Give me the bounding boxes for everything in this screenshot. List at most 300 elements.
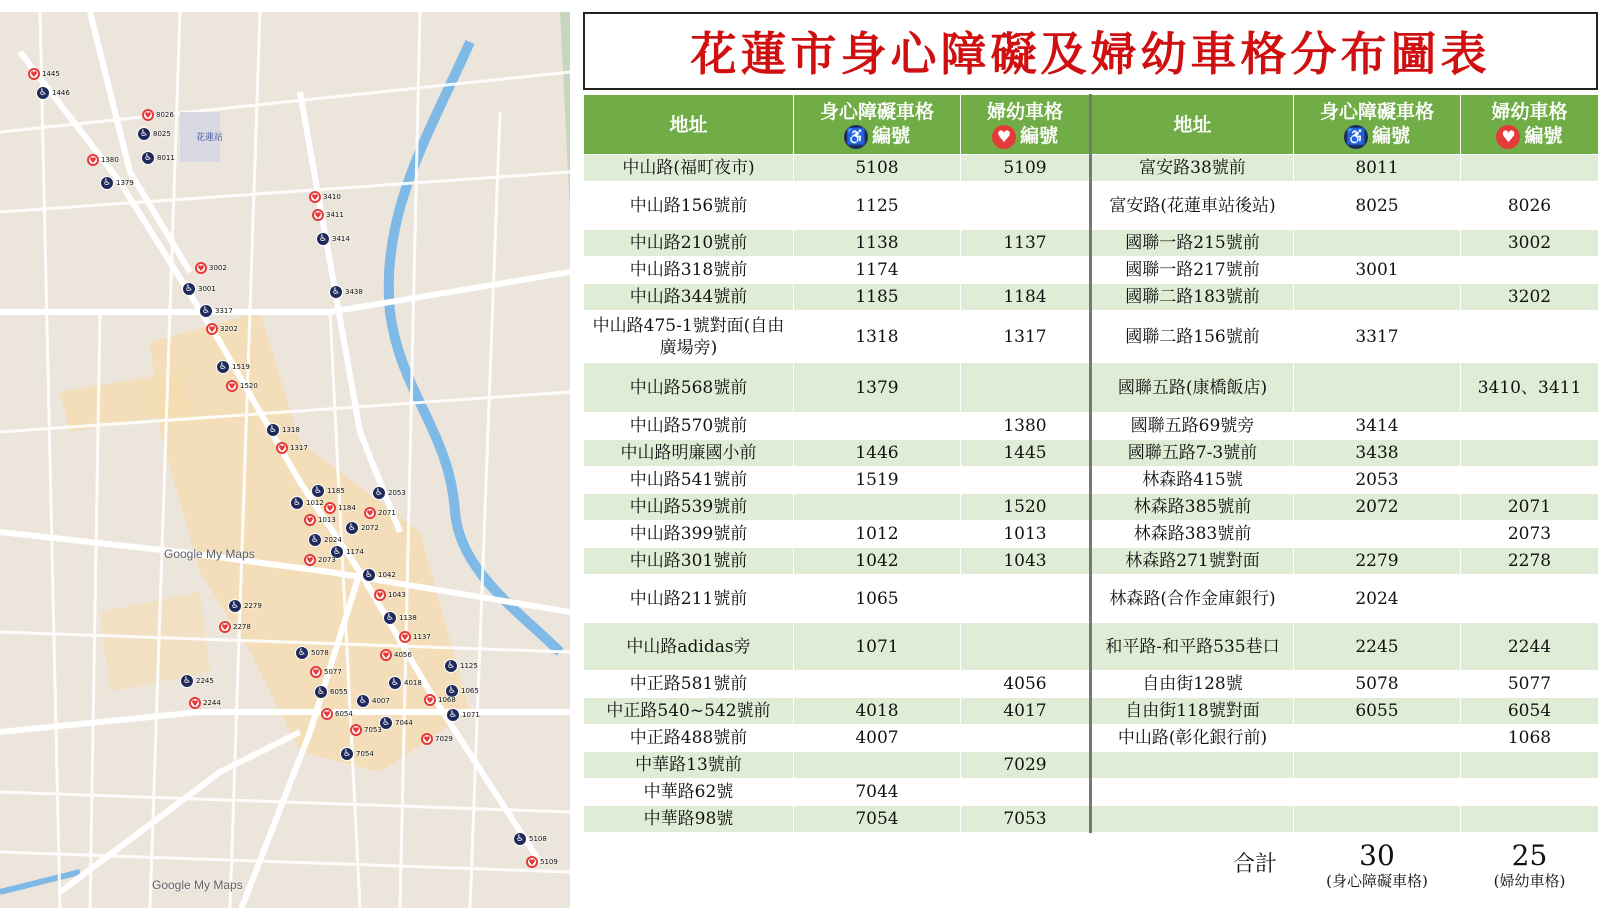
cell-disabled-left <box>794 752 961 779</box>
cell-disabled-right: 8011 <box>1294 155 1461 182</box>
map-marker[interactable] <box>310 666 342 678</box>
heart-marker-icon: ♥ <box>189 697 201 709</box>
wheelchair-marker-icon: ♿ <box>340 747 354 761</box>
cell-disabled-right: 5078 <box>1294 671 1461 698</box>
cell-disabled-right <box>1294 363 1461 413</box>
table-row <box>584 521 1599 548</box>
cell-maternal-right: 3410、3411 <box>1461 363 1599 413</box>
cell-maternal-left <box>961 363 1091 413</box>
header-address-right: 地址 <box>1091 95 1294 155</box>
map-marker[interactable] <box>312 209 344 221</box>
cell-maternal-left: 1445 <box>961 440 1091 467</box>
station-label: 花蓮站 <box>196 133 224 143</box>
heart-marker-icon: ♥ <box>399 631 411 643</box>
header-disabled-right <box>1294 95 1461 155</box>
map-marker[interactable] <box>295 646 329 660</box>
map-marker[interactable] <box>28 68 60 80</box>
cell-disabled-left: 1071 <box>794 623 961 671</box>
table-row <box>584 671 1599 698</box>
cell-maternal-right <box>1461 779 1599 806</box>
map-marker[interactable] <box>383 611 417 625</box>
map-marker[interactable] <box>374 589 406 601</box>
marker-label: 2053 <box>388 489 406 497</box>
wheelchair-marker-icon: ♿ <box>362 568 376 582</box>
map-marker[interactable] <box>364 507 396 519</box>
wheelchair-marker-icon: ♿ <box>329 285 343 299</box>
marker-label: 3317 <box>215 307 233 315</box>
cell-maternal-left: 1043 <box>961 548 1091 575</box>
marker-label: 6054 <box>335 710 353 718</box>
cell-disabled-right: 2072 <box>1294 494 1461 521</box>
cell-maternal-right: 2244 <box>1461 623 1599 671</box>
heart-marker-icon: ♥ <box>526 856 538 868</box>
cell-disabled-right: 2245 <box>1294 623 1461 671</box>
cell-maternal-right: 2278 <box>1461 548 1599 575</box>
wheelchair-marker-icon: ♿ <box>199 304 213 318</box>
total-maternal-caption: (婦幼車格) <box>1493 871 1566 890</box>
cell-maternal-right <box>1461 575 1599 623</box>
heart-marker-icon: ♥ <box>304 514 316 526</box>
cell-maternal-left: 1137 <box>961 230 1091 257</box>
heart-marker-icon: ♥ <box>28 68 40 80</box>
cell-disabled-right: 6055 <box>1294 698 1461 725</box>
heart-marker-icon: ♥ <box>312 209 324 221</box>
marker-label: 1013 <box>318 516 336 524</box>
cell-disabled-left: 1185 <box>794 284 961 311</box>
cell-disabled-left <box>794 671 961 698</box>
map-marker[interactable] <box>216 360 250 374</box>
page-title: 花蓮市身心障礙及婦幼車格分布圖表 <box>690 27 1491 81</box>
cell-disabled-right <box>1294 284 1461 311</box>
map-marker[interactable] <box>314 685 348 699</box>
marker-label: 8026 <box>156 111 174 119</box>
total-maternal-cell <box>1461 833 1599 897</box>
cell-maternal-right <box>1461 155 1599 182</box>
marker-label: 1446 <box>52 89 70 97</box>
cell-maternal-left: 1520 <box>961 494 1091 521</box>
marker-label: 1068 <box>438 696 456 704</box>
cell-address-left: 中山路301號前 <box>584 548 794 575</box>
map-marker[interactable] <box>350 724 382 736</box>
marker-label: 1071 <box>462 711 480 719</box>
map-marker[interactable] <box>206 323 238 335</box>
heart-marker-icon: ♥ <box>276 442 288 454</box>
marker-label: 4018 <box>404 679 422 687</box>
cell-address-right: 自由街128號 <box>1091 671 1294 698</box>
cell-address-right <box>1091 806 1294 833</box>
heart-marker-icon: ♥ <box>421 733 433 745</box>
table-row <box>584 575 1599 623</box>
table-row <box>584 752 1599 779</box>
cell-maternal-right: 3202 <box>1461 284 1599 311</box>
map-marker[interactable] <box>380 649 412 661</box>
cell-address-left: 中山路210號前 <box>584 230 794 257</box>
marker-label: 1520 <box>240 382 258 390</box>
marker-label: 7053 <box>364 726 382 734</box>
map-marker[interactable] <box>345 521 379 535</box>
cell-address-right: 國聯二路156號前 <box>1091 311 1294 363</box>
table-row <box>584 779 1599 806</box>
cell-maternal-right: 2071 <box>1461 494 1599 521</box>
cell-address-left: 中正路488號前 <box>584 725 794 752</box>
heart-marker-icon: ♥ <box>195 262 207 274</box>
table-row <box>584 413 1599 440</box>
map-marker[interactable] <box>100 176 134 190</box>
marker-label: 2072 <box>361 524 379 532</box>
table-body <box>584 155 1599 833</box>
marker-label: 7044 <box>395 719 413 727</box>
cell-address-left: 中正路581號前 <box>584 671 794 698</box>
map-marker[interactable] <box>421 733 453 745</box>
map-marker[interactable] <box>195 262 227 274</box>
cell-maternal-left <box>961 575 1091 623</box>
cell-address-right: 和平路-和平路535巷口 <box>1091 623 1294 671</box>
cell-disabled-left: 1174 <box>794 257 961 284</box>
table-row <box>584 623 1599 671</box>
wheelchair-marker-icon: ♿ <box>266 423 280 437</box>
marker-label: 2279 <box>244 602 262 610</box>
cell-maternal-right <box>1461 257 1599 284</box>
wheelchair-marker-icon: ♿ <box>388 676 402 690</box>
wheelchair-marker-icon: ♿ <box>180 674 194 688</box>
map-marker[interactable] <box>137 127 171 141</box>
total-row <box>584 833 1599 897</box>
map-marker[interactable] <box>362 568 396 582</box>
cell-disabled-left: 1318 <box>794 311 961 363</box>
cell-disabled-right: 3414 <box>1294 413 1461 440</box>
cell-address-right: 國聯一路217號前 <box>1091 257 1294 284</box>
marker-label: 1318 <box>282 426 300 434</box>
wheelchair-marker-icon: ♿ <box>513 832 527 846</box>
cell-address-left: 中山路明廉國小前 <box>584 440 794 467</box>
map-marker[interactable] <box>372 486 406 500</box>
parking-table <box>583 94 1598 912</box>
header-disabled-title: 身心障礙車格 <box>1319 101 1434 123</box>
heart-marker-icon: ♥ <box>364 507 376 519</box>
table-row <box>584 806 1599 833</box>
cell-address-right: 富安路38號前 <box>1091 155 1294 182</box>
cell-maternal-right <box>1461 752 1599 779</box>
table-row <box>584 440 1599 467</box>
cell-address-left: 中山路318號前 <box>584 257 794 284</box>
marker-label: 1317 <box>290 444 308 452</box>
table-row <box>584 311 1599 363</box>
marker-label: 1380 <box>101 156 119 164</box>
marker-label: 1445 <box>42 70 60 78</box>
map-watermark: Google My Maps <box>164 547 255 561</box>
total-label: 合計 <box>584 833 1294 897</box>
wheelchair-marker-icon: ♿ <box>372 486 386 500</box>
cell-address-left: 中山路570號前 <box>584 413 794 440</box>
map-marker[interactable] <box>316 232 350 246</box>
cell-maternal-right: 1068 <box>1461 725 1599 752</box>
wheelchair-marker-icon: ♿ <box>379 716 393 730</box>
header-number: 編號 <box>1019 125 1058 147</box>
map-marker[interactable] <box>388 676 422 690</box>
map-marker[interactable] <box>324 502 356 514</box>
marker-label: 2245 <box>196 677 214 685</box>
cell-disabled-left <box>794 494 961 521</box>
heart-marker-icon: ♥ <box>380 649 392 661</box>
cell-maternal-left <box>961 182 1091 230</box>
cell-maternal-left <box>961 467 1091 494</box>
heart-icon: ♥ <box>1496 125 1520 149</box>
heart-marker-icon: ♥ <box>424 694 436 706</box>
cell-maternal-left: 4056 <box>961 671 1091 698</box>
wheelchair-marker-icon: ♿ <box>182 282 196 296</box>
header-maternal-right <box>1461 95 1599 155</box>
marker-label: 2244 <box>203 699 221 707</box>
heart-marker-icon: ♥ <box>350 724 362 736</box>
cell-maternal-right <box>1461 440 1599 467</box>
wheelchair-marker-icon: ♿ <box>308 533 322 547</box>
title-box <box>583 12 1598 90</box>
header-address-left: 地址 <box>584 95 794 155</box>
heart-marker-icon: ♥ <box>219 621 231 633</box>
cell-disabled-right: 2279 <box>1294 548 1461 575</box>
table-row <box>584 284 1599 311</box>
table-header-row <box>584 95 1599 155</box>
header-number: 編號 <box>1524 125 1563 147</box>
marker-label: 2278 <box>233 623 251 631</box>
heart-marker-icon: ♥ <box>206 323 218 335</box>
marker-label: 1125 <box>460 662 478 670</box>
wheelchair-icon: ♿ <box>1344 125 1368 149</box>
wheelchair-marker-icon: ♿ <box>383 611 397 625</box>
header-number: 編號 <box>871 125 910 147</box>
wheelchair-marker-icon: ♿ <box>36 86 50 100</box>
total-disabled-count: 30 <box>1359 838 1395 872</box>
wheelchair-icon: ♿ <box>844 125 868 149</box>
cell-disabled-left: 1446 <box>794 440 961 467</box>
marker-label: 8011 <box>157 154 175 162</box>
marker-label: 6055 <box>330 688 348 696</box>
cell-address-left: 中山路399號前 <box>584 521 794 548</box>
marker-label: 1379 <box>116 179 134 187</box>
wheelchair-marker-icon: ♿ <box>290 496 304 510</box>
map-marker[interactable] <box>356 694 390 708</box>
cell-address-left: 中山路211號前 <box>584 575 794 623</box>
heart-marker-icon: ♥ <box>304 554 316 566</box>
marker-label: 4056 <box>394 651 412 659</box>
cell-address-left: 中華路98號 <box>584 806 794 833</box>
cell-disabled-left: 1379 <box>794 363 961 413</box>
map-marker[interactable] <box>321 708 353 720</box>
table-row <box>584 257 1599 284</box>
map-marker[interactable] <box>182 282 216 296</box>
map-marker[interactable] <box>141 151 175 165</box>
marker-label: 4007 <box>372 697 390 705</box>
table-row <box>584 698 1599 725</box>
marker-label: 3438 <box>345 288 363 296</box>
cell-disabled-left <box>794 413 961 440</box>
marker-label: 7054 <box>356 750 374 758</box>
cell-maternal-left: 1013 <box>961 521 1091 548</box>
cell-disabled-left: 7044 <box>794 779 961 806</box>
heart-marker-icon: ♥ <box>87 154 99 166</box>
cell-disabled-right: 2024 <box>1294 575 1461 623</box>
map-marker[interactable] <box>424 694 456 706</box>
table-row <box>584 363 1599 413</box>
cell-maternal-left: 1184 <box>961 284 1091 311</box>
heart-marker-icon: ♥ <box>310 666 322 678</box>
map-marker[interactable] <box>304 554 336 566</box>
marker-label: 3414 <box>332 235 350 243</box>
map-marker[interactable] <box>304 514 336 526</box>
marker-label: 2073 <box>318 556 336 564</box>
cell-address-right: 國聯五路(康橋飯店) <box>1091 363 1294 413</box>
marker-label: 1174 <box>346 548 364 556</box>
cell-maternal-left <box>961 623 1091 671</box>
marker-label: 3002 <box>209 264 227 272</box>
heart-marker-icon: ♥ <box>374 589 386 601</box>
cell-address-left: 中山路(福町夜市) <box>584 155 794 182</box>
cell-address-left: 中山路541號前 <box>584 467 794 494</box>
map-marker[interactable] <box>228 599 262 613</box>
heart-marker-icon: ♥ <box>226 380 238 392</box>
wheelchair-marker-icon: ♿ <box>100 176 114 190</box>
marker-label: 1012 <box>306 499 324 507</box>
map-marker[interactable] <box>446 708 480 722</box>
cell-address-right: 自由街118號對面 <box>1091 698 1294 725</box>
cell-maternal-right: 2073 <box>1461 521 1599 548</box>
cell-disabled-left: 1125 <box>794 182 961 230</box>
marker-label: 1519 <box>232 363 250 371</box>
header-number: 編號 <box>1371 125 1410 147</box>
map-marker[interactable] <box>444 659 478 673</box>
marker-label: 5078 <box>311 649 329 657</box>
map-marker[interactable] <box>526 856 558 868</box>
cell-address-right: 國聯五路69號旁 <box>1091 413 1294 440</box>
wheelchair-marker-icon: ♿ <box>228 599 242 613</box>
map-marker[interactable] <box>219 621 251 633</box>
cell-disabled-right <box>1294 521 1461 548</box>
map-marker[interactable] <box>189 697 221 709</box>
wheelchair-marker-icon: ♿ <box>216 360 230 374</box>
cell-disabled-left: 4018 <box>794 698 961 725</box>
marker-label: 3411 <box>326 211 344 219</box>
marker-label: 3410 <box>323 193 341 201</box>
cell-maternal-left: 5109 <box>961 155 1091 182</box>
cell-maternal-right <box>1461 806 1599 833</box>
map-marker[interactable] <box>399 631 431 643</box>
marker-label: 2024 <box>324 536 342 544</box>
wheelchair-marker-icon: ♿ <box>137 127 151 141</box>
marker-label: 1065 <box>461 687 479 695</box>
wheelchair-marker-icon: ♿ <box>445 684 459 698</box>
header-maternal-title: 婦幼車格 <box>986 101 1063 123</box>
map-panel[interactable] <box>0 12 570 908</box>
cell-address-right: 林森路383號前 <box>1091 521 1294 548</box>
cell-maternal-right <box>1461 413 1599 440</box>
cell-address-left: 中山路539號前 <box>584 494 794 521</box>
street-map <box>0 12 570 908</box>
header-disabled-left <box>794 95 961 155</box>
cell-disabled-left: 1138 <box>794 230 961 257</box>
cell-disabled-right <box>1294 752 1461 779</box>
heart-marker-icon: ♥ <box>324 502 336 514</box>
header-maternal-left <box>961 95 1091 155</box>
table-row <box>584 548 1599 575</box>
cell-maternal-right: 6054 <box>1461 698 1599 725</box>
cell-disabled-right: 2053 <box>1294 467 1461 494</box>
cell-address-right: 國聯五路7-3號前 <box>1091 440 1294 467</box>
cell-address-right <box>1091 779 1294 806</box>
map-marker[interactable] <box>226 380 258 392</box>
cell-address-right: 林森路271號對面 <box>1091 548 1294 575</box>
marker-label: 5077 <box>324 668 342 676</box>
table-row <box>584 230 1599 257</box>
map-marker[interactable] <box>290 496 324 510</box>
cell-maternal-right: 8026 <box>1461 182 1599 230</box>
cell-disabled-left: 7054 <box>794 806 961 833</box>
heart-marker-icon: ♥ <box>142 109 154 121</box>
marker-label: 5109 <box>540 858 558 866</box>
table-row <box>584 467 1599 494</box>
wheelchair-marker-icon: ♿ <box>316 232 330 246</box>
map-marker[interactable] <box>329 285 363 299</box>
cell-maternal-left <box>961 725 1091 752</box>
wheelchair-marker-icon: ♿ <box>330 545 344 559</box>
cell-address-left: 中華路13號前 <box>584 752 794 779</box>
table-row <box>584 155 1599 182</box>
map-marker[interactable] <box>309 191 341 203</box>
parking-table-grid <box>583 94 1599 897</box>
cell-maternal-right <box>1461 311 1599 363</box>
marker-label: 2071 <box>378 509 396 517</box>
table-row <box>584 494 1599 521</box>
map-watermark-bottom: Google My Maps <box>152 878 243 892</box>
map-marker[interactable] <box>142 109 174 121</box>
map-marker[interactable] <box>87 154 119 166</box>
cell-disabled-left: 1012 <box>794 521 961 548</box>
cell-disabled-right <box>1294 230 1461 257</box>
cell-disabled-left: 5108 <box>794 155 961 182</box>
cell-disabled-right <box>1294 806 1461 833</box>
marker-label: 1042 <box>378 571 396 579</box>
map-marker[interactable] <box>276 442 308 454</box>
wheelchair-marker-icon: ♿ <box>345 521 359 535</box>
cell-maternal-left <box>961 257 1091 284</box>
cell-maternal-right <box>1461 467 1599 494</box>
cell-maternal-left: 7053 <box>961 806 1091 833</box>
cell-maternal-left: 1380 <box>961 413 1091 440</box>
cell-maternal-right: 5077 <box>1461 671 1599 698</box>
map-marker[interactable] <box>36 86 70 100</box>
cell-address-right: 中山路(彰化銀行前) <box>1091 725 1294 752</box>
cell-address-right <box>1091 752 1294 779</box>
cell-disabled-left: 4007 <box>794 725 961 752</box>
map-marker[interactable] <box>340 747 374 761</box>
cell-disabled-left: 1042 <box>794 548 961 575</box>
heart-icon: ♥ <box>992 125 1016 149</box>
cell-disabled-left: 1065 <box>794 575 961 623</box>
map-marker[interactable] <box>199 304 233 318</box>
wheelchair-marker-icon: ♿ <box>295 646 309 660</box>
map-marker[interactable] <box>513 832 547 846</box>
map-marker[interactable] <box>379 716 413 730</box>
wheelchair-marker-icon: ♿ <box>141 151 155 165</box>
map-marker[interactable] <box>266 423 300 437</box>
cell-maternal-left <box>961 779 1091 806</box>
marker-label: 1138 <box>399 614 417 622</box>
marker-label: 7029 <box>435 735 453 743</box>
map-marker[interactable] <box>180 674 214 688</box>
marker-label: 1184 <box>338 504 356 512</box>
wheelchair-marker-icon: ♿ <box>444 659 458 673</box>
marker-label: 1185 <box>327 487 345 495</box>
marker-label: 8025 <box>153 130 171 138</box>
